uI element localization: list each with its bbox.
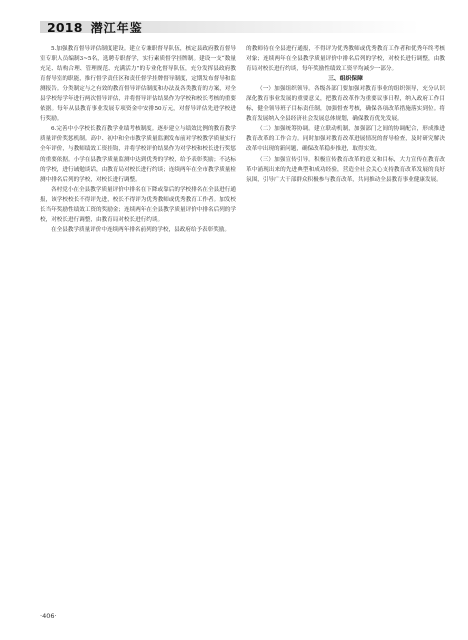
paragraph: （一）加强组织领导。各级各部门要加强对教育事业的组织领导，充分认识深化教育事业发展的重要意义，把教育改革作为重要议事日程，纳入政府工作目标，健全领导班子目标责任制，加强督查考核，确保各项改革措施落实到位。将教育发展纳入全县经济社会发展总体规划，确保教育优先发展。 [246, 86, 445, 123]
paragraph-continued: 的教师待在全县进行通报，不得评为优秀教师或优秀教育工作者和优秀年终考核对象；连续两年在全县教学质量评价中排名后列的学校，对校长进行调整，由教育局对校长进行约谈，每年奖励性绩效工资平均减少一部分。 [246, 46, 445, 73]
page-number: ·406· [40, 612, 57, 620]
yearbook-title: 潜江年鉴 [90, 20, 143, 35]
paragraph: 5.加强教育督导评估制度建设。建立专兼职督导队伍，核定县政府教育督导室专职人员编制3~5名，选聘专职督学，实行素质督学挂牌制。建设一支“数量充足、结构合理、管理规范、充满活力”的专业化督导队伍，充分发挥县政府教育督导室的职能，推行督学责任区和责任督学挂牌督导制度，定期发布督导和监测报告。分类制定与之有效的教育督导评估制度和办法及各类教育的方案，对全县学校每学年进行两次督导评估，并将督导评估结果作为学校和校长考核的重要依据。每年从县教育事业发展专项资金中安排50万元，对督导评估先进学校进行奖励。 [40, 46, 236, 123]
yearbook-year: 2018 [47, 19, 83, 35]
paragraph: 在全县教学质量评价中连续两年排名前列的学校，县政府给予表彰奖励。 [51, 226, 231, 233]
left-column [40, 44, 236, 235]
right-column [246, 44, 445, 185]
paragraph: 各村党小在全县教学质量评价中排名在下降或靠后的学校排名在全县进行通报，该学校校长不得评先进，校长不得评为优秀教师或优秀教育工作者。加发校长当年奖励性绩效工资的奖励金；连续两年在全县教学质量评价中排名后列的学校，对校长进行调整，由教育局对校长进行约谈。 [40, 186, 236, 223]
page-header [40, 18, 420, 36]
paragraph: （二）加强统筹协调。建立联动机制，加强部门之间的协调配合，形成推进教育改革的工作合力。同时加强对教育改革进展情况的督导检查，及时研究解决改革中出现的新问题，确保改革稳步推进，取得实效。 [246, 126, 445, 153]
paragraph: （三）加强宣传引导。积极宣传教育改革的意义和目标，大力宣传在教育改革中涌现出来的先进典型和成功经验，营造全社会关心支持教育改革发展的良好氛围，引导广大干部群众积极参与教育改革，共同推动全县教育事业健康发展。 [246, 156, 445, 183]
section-heading: 三、组织保障 [328, 76, 363, 83]
paragraph: 6.完善中小学校长教育教学业绩考核制度。逐步建立与绩效比例的教育教学质量评价奖惩机制。高中、初中和全市教学质量监测发布前对学校教学质量实行全年评价，与教师绩效工资挂钩，并将学校评价结果作为对学校和校长进行奖惩的重要依据。小学在县教学质量监测中达到优秀的学校，给予表彰奖励；不达标的学校，进行诫勉谈话，由教育局对校长进行约谈；连续两年在全市教学质量检测中排名后列的学校，对校长进行调整。 [40, 126, 236, 183]
